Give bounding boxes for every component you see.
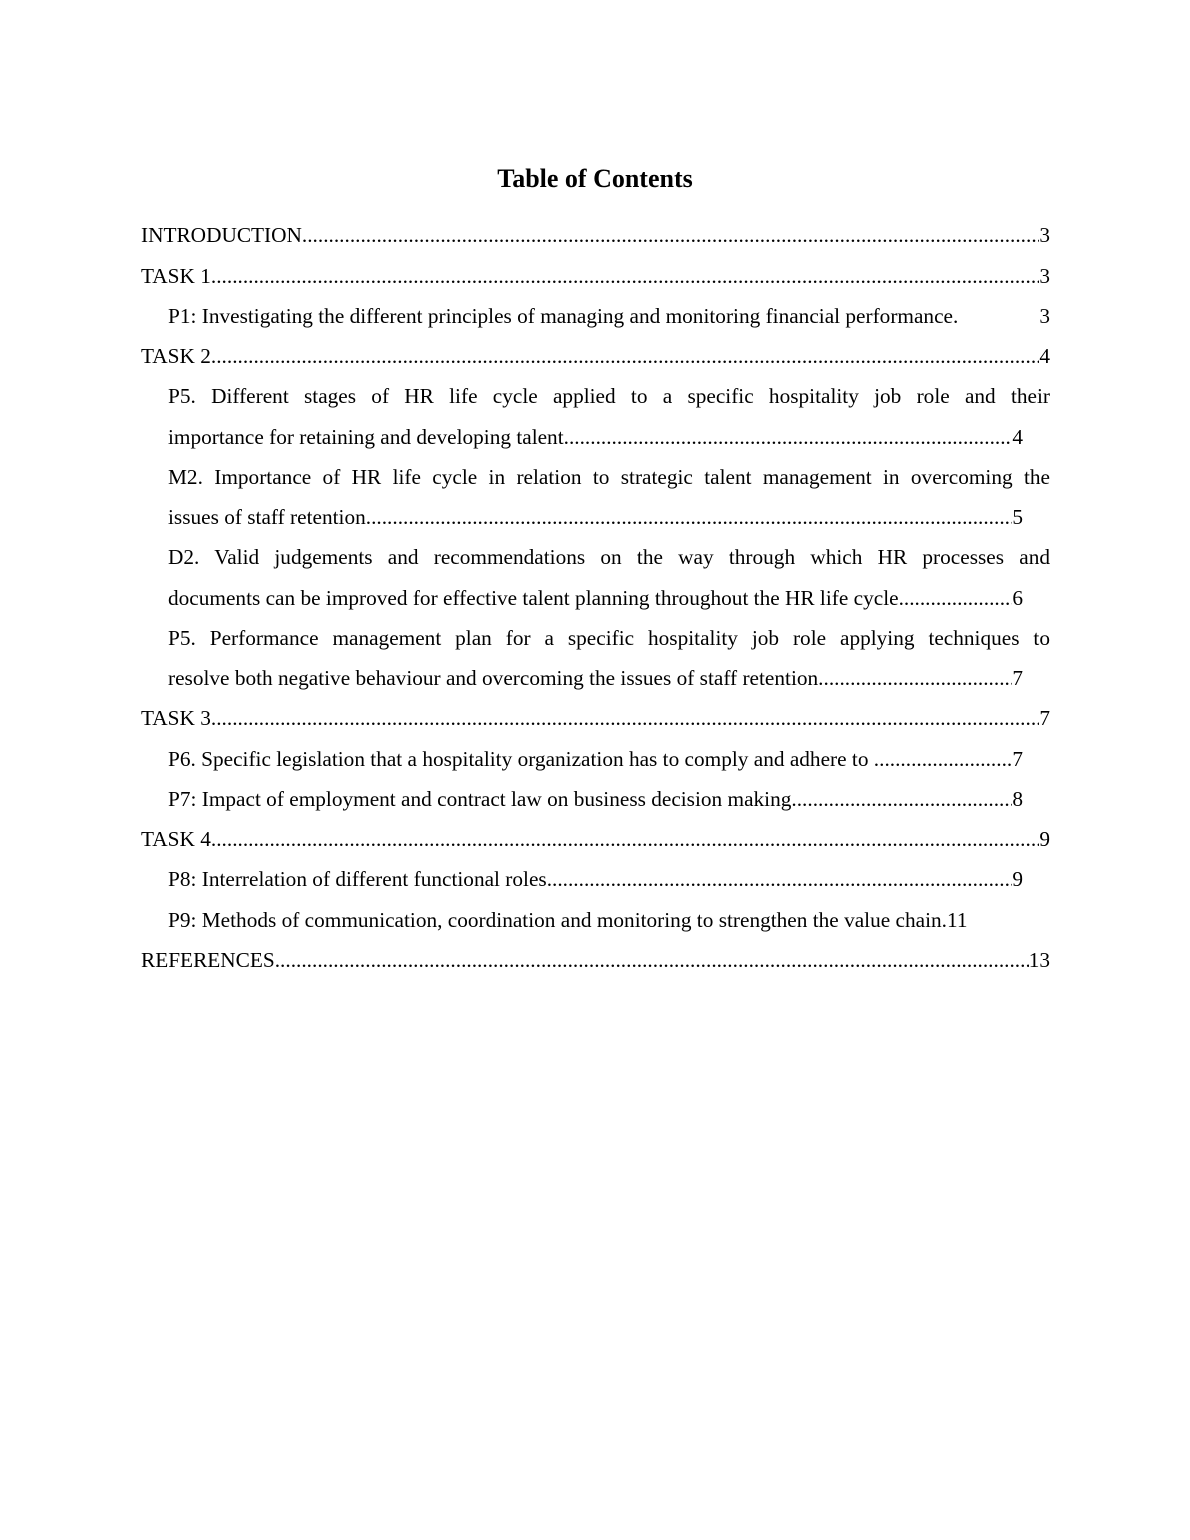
toc-entry-label: issues of staff retention	[168, 505, 366, 529]
toc-entry-task-1[interactable]	[141, 256, 1050, 296]
toc-entry-p5-hr-life-cycle-line1[interactable]: P5. Different stages of HR life cycle applied to a specific hospitality job role and their	[168, 384, 1050, 408]
toc-entry-label: TASK 1	[141, 264, 211, 288]
toc-leader-dots	[547, 859, 1013, 899]
toc-entry-p1[interactable]	[168, 296, 1050, 336]
toc-page-number: 9	[1012, 867, 1023, 891]
toc-entry-p8[interactable]	[168, 859, 1023, 899]
toc-entry-label: TASK 3	[141, 706, 211, 730]
toc-page-number: 13	[1028, 948, 1050, 972]
toc-leader-dots	[818, 658, 1012, 698]
toc-entry-label: TASK 2	[141, 344, 211, 368]
toc-page-number: 4	[1012, 425, 1023, 449]
toc-entry-p5-performance-line2[interactable]	[168, 658, 1023, 698]
toc-entry-label: P6. Specific legislation that a hospitality organization has to comply and adhere to	[168, 747, 874, 771]
toc-page-number: 7	[1012, 747, 1023, 771]
toc-entry-label: TASK 4	[141, 827, 211, 851]
toc-entry-p6[interactable]	[168, 739, 1023, 779]
toc-entry-label: P8: Interrelation of different functional roles	[168, 867, 547, 891]
toc-entry-label: P7: Impact of employment and contract law on business decision making	[168, 787, 792, 811]
toc-page-number: 3	[1039, 304, 1050, 328]
toc-leader-dots	[791, 779, 1012, 819]
toc-page-number: 7	[1039, 706, 1050, 730]
toc-leader-dots	[211, 336, 1039, 376]
toc-entry-p5-hr-life-cycle-line2[interactable]	[168, 417, 1023, 457]
toc-page-number: 8	[1012, 787, 1023, 811]
toc-page-number: 7	[1012, 666, 1023, 690]
toc-entry-p5-performance-line1[interactable]: P5. Performance management plan for a specific hospitality job role applying techniques to	[168, 626, 1050, 650]
toc-entry-label: P9: Methods of communication, coordination and monitoring to strengthen the value chain.	[168, 908, 947, 932]
toc-entry-label: resolve both negative behaviour and overcoming the issues of staff retention	[168, 666, 819, 690]
toc-entry-introduction[interactable]	[141, 215, 1050, 255]
toc-entry-label: P1: Investigating the different principles of managing and monitoring financial performance.	[168, 304, 959, 328]
toc-entry-p9[interactable]	[168, 900, 1050, 940]
toc-page-number: 6	[1012, 586, 1023, 610]
toc-leader-dots	[211, 698, 1039, 738]
toc-entry-d2-line2[interactable]	[168, 578, 1023, 618]
toc-leader-dots	[211, 256, 1039, 296]
toc-leader-dots	[211, 819, 1039, 859]
toc-entry-task-4[interactable]	[141, 819, 1050, 859]
toc-entry-p7[interactable]	[168, 779, 1023, 819]
toc-entry-m2-line2[interactable]	[168, 497, 1023, 537]
toc-leader-dots	[874, 739, 1013, 779]
toc-page-number: 3	[1039, 223, 1050, 247]
toc-entry-task-2[interactable]	[141, 336, 1050, 376]
page-title: Table of Contents	[497, 164, 693, 193]
toc-entry-label: INTRODUCTION	[141, 223, 302, 247]
toc-entry-task-3[interactable]	[141, 698, 1050, 738]
toc-entry-label: documents can be improved for effective talent planning throughout the HR life cycle	[168, 586, 899, 610]
toc-leader-dots	[302, 215, 1039, 255]
toc-entry-label: REFERENCES	[141, 948, 275, 972]
toc-page-number: 5	[1012, 505, 1023, 529]
toc-page-number: 11	[946, 908, 968, 932]
toc-leader-dots	[275, 940, 1029, 980]
toc-page-number: 3	[1039, 264, 1050, 288]
toc-page-number: 4	[1039, 344, 1050, 368]
toc-leader-dots	[366, 497, 1013, 537]
toc-page-number: 9	[1039, 827, 1050, 851]
toc-entry-references[interactable]	[141, 940, 1050, 980]
toc-leader-dots	[564, 417, 1013, 457]
toc-leader-dots	[899, 578, 1013, 618]
toc-entry-m2-line1[interactable]: M2. Importance of HR life cycle in relation to strategic talent management in overcoming the	[168, 465, 1050, 489]
toc-entry-d2-line1[interactable]: D2. Valid judgements and recommendations on the way through which HR processes and	[168, 545, 1050, 569]
toc-entry-label: importance for retaining and developing talent	[168, 425, 564, 449]
